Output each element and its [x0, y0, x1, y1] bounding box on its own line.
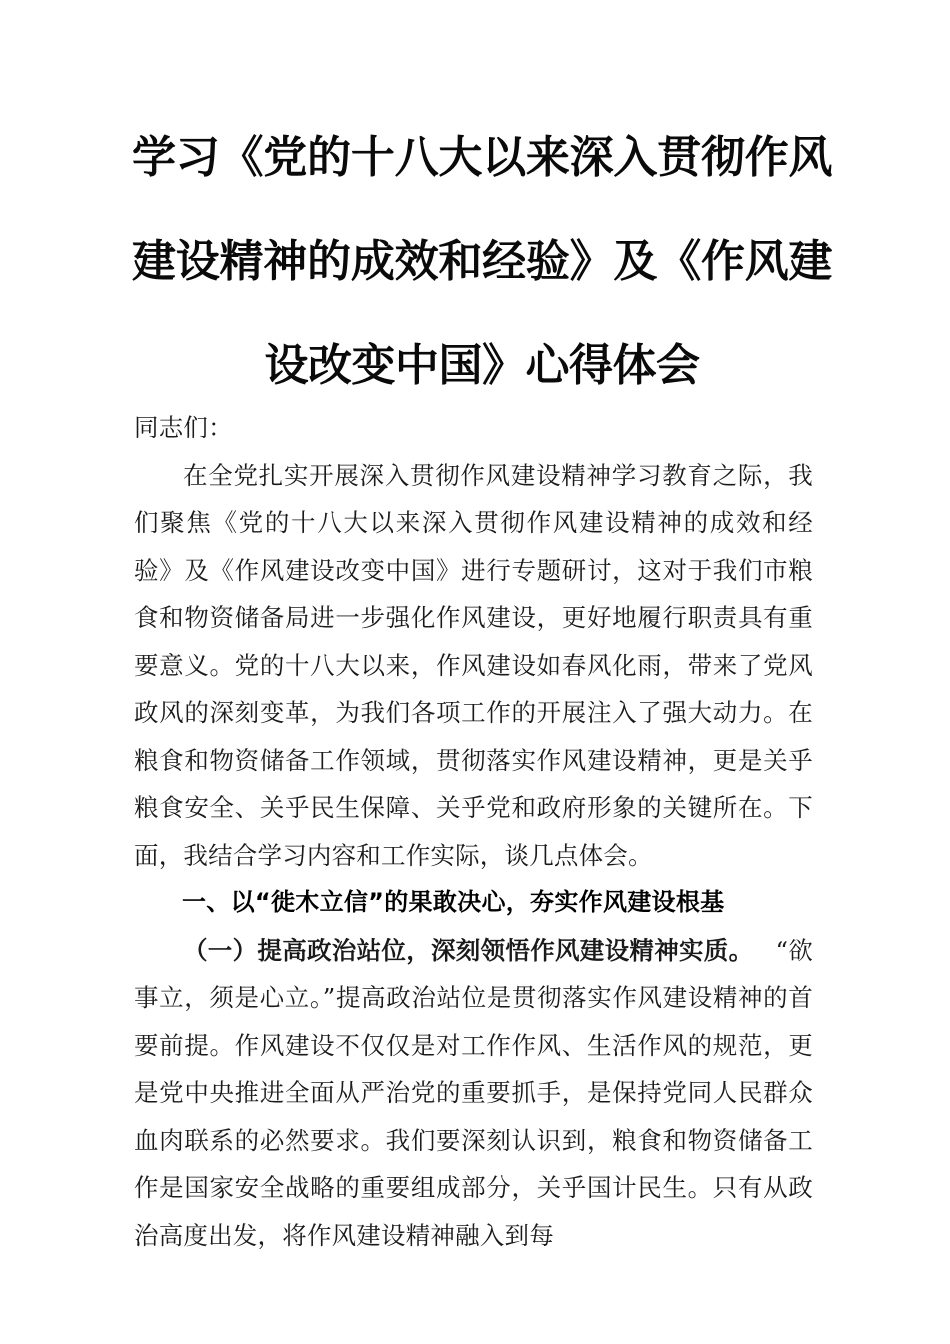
- paragraph-subsection-1: [134, 927, 813, 1260]
- subsection-1-body: “欲事立，须是心立。”提高政治站位是贯彻落实作风建设精神的首要前提。作风建设不仅仅是对工作作风、生活作风的规范，更是党中央推进全面从严治党的重要抓手，是保持党同人民群众血肉联系的必然要求。我们要深刻认识到，粮食和物资储备工作是国家安全战略的重要组成部分，关乎国计民生。只有从政治高度出发，将作风建设精神融入到每: [134, 935, 813, 1250]
- subsection-1-lead: （一）提高政治站位，深刻领悟作风建设精神实质。: [183, 935, 754, 965]
- paragraph-intro: 在全党扎实开展深入贯彻作风建设精神学习教育之际，我们聚焦《党的十八大以来深入贯彻作风建设精神的成效和经验》及《作风建设改变中国》进行专题研讨，这对于我们市粮食和物资储备局进一步强化作风建设，更好地履行职责具有重要意义。党的十八大以来，作风建设如春风化雨，带来了党风政风的深刻变革，为我们各项工作的开展注入了强大动力。在粮食和物资储备工作领域，贯彻落实作风建设精神，更是关乎粮食安全、关乎民生保障、关乎党和政府形象的关键所在。下面，我结合学习内容和工作实际，谈几点体会。: [134, 460, 813, 870]
- section-heading-1: 一、以“徙木立信”的果敢决心，夯实作风建设根基: [182, 888, 725, 916]
- document-body: [134, 404, 813, 1259]
- page-title: 学习《党的十八大以来深入贯彻作风建设精神的成效和经验》及《作风建设改变中国》心得体会: [132, 132, 832, 391]
- salutation: 同志们：: [134, 413, 233, 442]
